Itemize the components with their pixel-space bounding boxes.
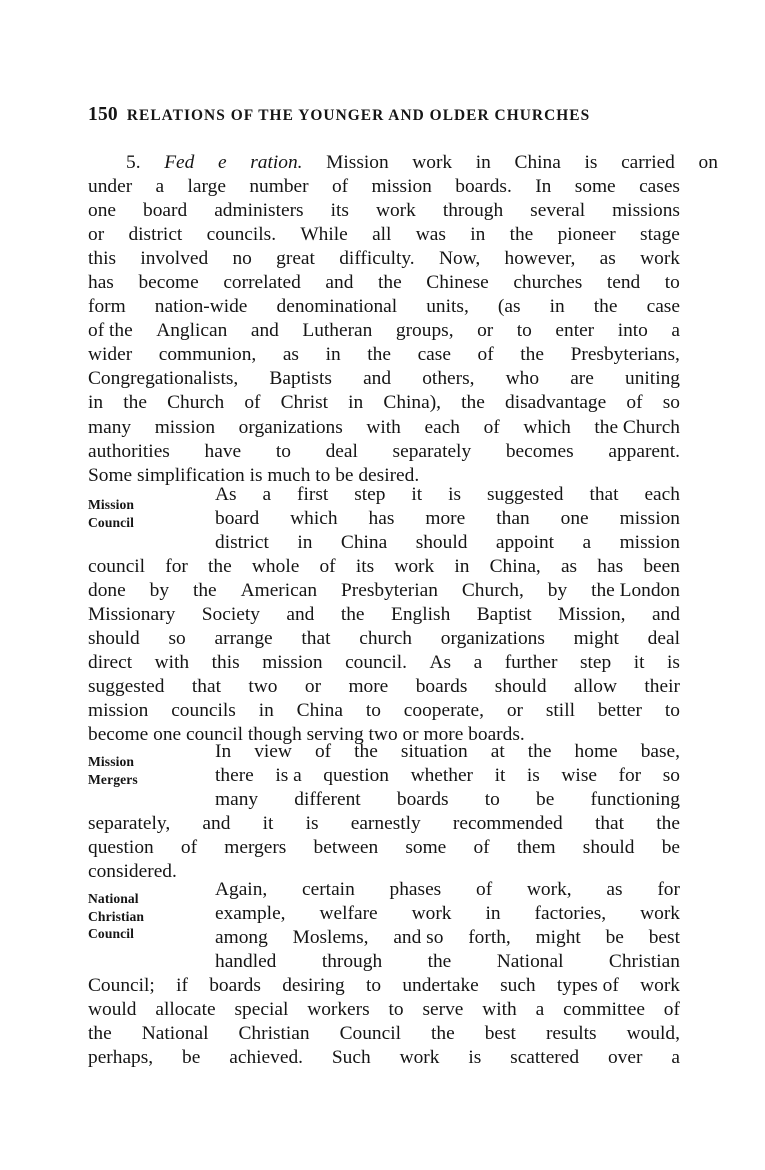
text-line: wider communion, as in the case of the Presbyterians, (88, 344, 680, 366)
text-line: there is a question whether it is wise for so (215, 765, 680, 787)
text-line: authorities have to deal separately becomes apparent. (88, 440, 680, 462)
text-line: form nation-wide denominational units, (as in the case (88, 296, 680, 318)
paragraph-mission-mergers (88, 740, 680, 884)
text-line: Council; if boards desiring to undertake such types of work (88, 975, 680, 997)
text-line: many mission organizations with each of which the Church (88, 416, 680, 438)
sidenote-line: Mission (88, 497, 135, 512)
text-line: separately, and it is earnestly recommended that the (88, 813, 680, 835)
text-line: many different boards to be functioning (215, 789, 680, 811)
text-line: of the Anglican and Lutheran groups, or to enter into a (88, 320, 680, 342)
text-line: done by the American Presbyterian Church, by the London (88, 580, 680, 602)
text-line: board which has more than one mission (215, 508, 680, 530)
sidenote-line: National (88, 891, 139, 906)
text-line: this involved no great difficulty. Now, however, as work (88, 248, 680, 270)
text-line: Some simplification is much to be desired. (88, 464, 420, 486)
text-line: Congregationalists, Baptists and others, who are uniting (88, 368, 680, 390)
sidenote-line: Mergers (88, 771, 138, 787)
text-line: example, welfare work in factories, work (215, 903, 680, 925)
text-line: has become correlated and the Chinese churches tend to (88, 272, 680, 294)
text-line: Missionary Society and the English Baptist Mission, and (88, 604, 680, 626)
running-head (88, 104, 688, 126)
page-folio-number: 150 (88, 104, 118, 125)
text-line: would allocate special workers to serve with a committee of (88, 999, 680, 1021)
text-line: direct with this mission council. As a further step it is (88, 652, 680, 674)
text-line: in the Church of Christ in China), the disadvantage of so (88, 392, 680, 414)
sidenote-line: Council (88, 926, 135, 942)
text-line: As a first step it is suggested that each (215, 484, 680, 505)
sidenote-line: Christian (88, 908, 145, 924)
text-line: perhaps, be achieved. Such work is scattered over a (88, 1047, 680, 1069)
text-line: under a large number of mission boards. In some cases (88, 176, 680, 198)
text-line: considered. (88, 861, 177, 883)
text-line: suggested that two or more boards should allow their (88, 676, 680, 698)
text-line: mission councils in China to cooperate, or still better to (88, 700, 680, 722)
paragraph-mission-council (88, 483, 680, 748)
sidenote-line: Council (88, 514, 135, 530)
text-line: In view of the situation at the home base, (215, 741, 680, 762)
text-line: question of mergers between some of them should be (88, 837, 680, 859)
text-line: council for the whole of its work in China, as has been (88, 556, 680, 578)
text-line: 5. Fed e ration. Mission work in China is carried on (126, 152, 718, 173)
text-line: or district councils. While all was in the pioneer stage (88, 224, 680, 246)
paragraph-federation (88, 151, 718, 488)
text-line: the National Christian Council the best results would, (88, 1023, 680, 1045)
text-line: among Moslems, and so forth, might be best (215, 927, 680, 949)
text-line: become one council though serving two or more boards. (88, 724, 525, 746)
text-line: Again, certain phases of work, as for (215, 879, 680, 900)
paragraph-national-christian-council (88, 878, 680, 1070)
sidenote-line: Mission (88, 754, 135, 769)
text-line: handled through the National Christian (215, 951, 680, 973)
text-line: district in China should appoint a mission (215, 532, 680, 554)
text-line: should so arrange that church organizations might deal (88, 628, 680, 650)
text-line: one board administers its work through several missions (88, 200, 680, 222)
running-head-title: RELATIONS OF THE YOUNGER AND OLDER CHURCHES (126, 107, 591, 124)
